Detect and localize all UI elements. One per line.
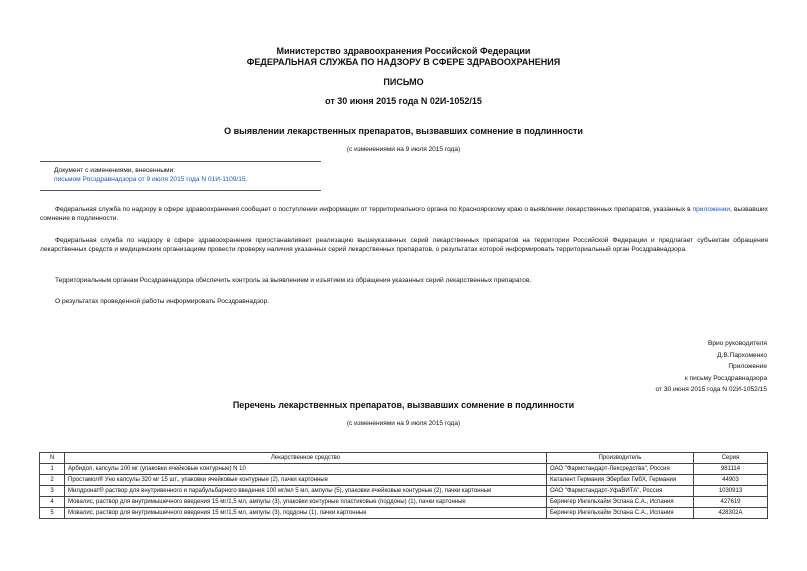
cell-number: 1 bbox=[40, 464, 65, 475]
cell-drug: Простамол® Уно капсулы 320 мг 15 шт., упаковки ячейковые контурные (2), пачки картонные bbox=[65, 475, 547, 486]
table-header-row bbox=[40, 453, 768, 464]
cell-number: 3 bbox=[40, 486, 65, 497]
col-header-number: N bbox=[40, 453, 65, 464]
cell-series: 427619 bbox=[694, 497, 768, 508]
appendix-label: Приложение bbox=[728, 363, 767, 371]
col-header-series: Серия bbox=[694, 453, 768, 464]
cell-series: 981114 bbox=[694, 464, 768, 475]
document-subject: О выявлении лекарственных препаратов, вызвавших сомнение в подлинности bbox=[224, 126, 583, 136]
table-row bbox=[40, 497, 768, 508]
medicines-table bbox=[39, 452, 768, 519]
cell-series: 1030913 bbox=[694, 486, 768, 497]
appendix-date: от 30 июня 2015 года N 02И-1052/15 bbox=[655, 386, 767, 394]
appendix-link[interactable]: приложении bbox=[692, 206, 731, 213]
signer-position: Врио руководителя bbox=[707, 340, 767, 347]
paragraph-3: Территориальным органам Росздравнадзора обеспечить контроль за выявлением и изъятием из обращения указанных серий лекарственных препаратов. bbox=[55, 277, 532, 284]
cell-number: 5 bbox=[40, 508, 65, 519]
cell-drug: Милдронат® раствор для внутривенного и парабульбарного введения 100 мг/мл 5 мл, ампулы (5), упаковки ячейковые контурные (2), пачки картонные bbox=[65, 486, 547, 497]
cell-number: 4 bbox=[40, 497, 65, 508]
cell-series: 428302А bbox=[694, 508, 768, 519]
changes-link[interactable]: письмом Росздравнадзора от 9 июля 2015 года N 01И-1109/15. bbox=[54, 176, 248, 183]
appendix-changes-note: (с изменениями на 9 июля 2015 года) bbox=[346, 420, 461, 427]
cell-drug: Арбидол, капсулы 100 мг (упаковки ячейковые контурные) N 10 bbox=[65, 464, 547, 475]
divider-top bbox=[40, 161, 321, 162]
ministry-name: Министерство здравоохранения Российской Федерации bbox=[276, 46, 531, 56]
table-row bbox=[40, 508, 768, 519]
cell-maker: ОАО "Фармстандарт-Лексредства", Россия bbox=[547, 464, 694, 475]
cell-maker: ОАО "Фармстандарт-УфаВИТА", Россия bbox=[547, 486, 694, 497]
divider-bottom bbox=[40, 190, 321, 191]
signer-name: Д.В.Пархоменко bbox=[717, 351, 767, 359]
appendix-to: к письму Росздравнадзора bbox=[684, 374, 767, 382]
changes-label: Документ с изменениями, внесенными: bbox=[54, 167, 176, 174]
appendix-title: Перечень лекарственных препаратов, вызвавших сомнение в подлинности bbox=[232, 400, 575, 410]
paragraph-4: О результатах проведенной работы информировать Росздравнадзор. bbox=[55, 298, 270, 305]
paragraph-1: Федеральная служба по надзору в сфере здравоохранения сообщает о поступлении информации от территориального органа по Красноярскому краю о выявлении лекарственных препаратов, указанных в приложении, вызвавших сомнение в подлинности. bbox=[40, 206, 768, 223]
col-header-maker: Производитель bbox=[547, 453, 694, 464]
changes-box bbox=[54, 166, 247, 184]
cell-maker: Берингер Ингельхайм Эспана С.А., Испания bbox=[547, 497, 694, 508]
table-row bbox=[40, 475, 768, 486]
table-row bbox=[40, 464, 768, 475]
cell-maker: Берингер Ингельхайм Эспана С.А., Испания bbox=[547, 508, 694, 519]
document-type: ПИСЬМО bbox=[383, 77, 424, 87]
document-date-number: от 30 июня 2015 года N 02И-1052/15 bbox=[325, 96, 482, 106]
cell-number: 2 bbox=[40, 475, 65, 486]
paragraph-2: Федеральная служба по надзору в сфере здравоохранения приостанавливает реализацию вышеуказанных серий лекарственных препаратов на территории Российской Федерации и предлагает субъектам обращения лекарственных средств и медицинским организациям провести проверку наличия указанных серий лекарственных препаратов, о результатах которой информировать территориальный орган Росздравнадзора. bbox=[40, 237, 768, 254]
table-row bbox=[40, 486, 768, 497]
service-name: ФЕДЕРАЛЬНАЯ СЛУЖБА ПО НАДЗОРУ В СФЕРЕ ЗДРАВООХРАНЕНИЯ bbox=[246, 57, 561, 67]
cell-maker: Каталент Германия Эбербах ГмбХ, Германия bbox=[547, 475, 694, 486]
cell-series: 44903 bbox=[694, 475, 768, 486]
cell-drug: Мовалис, раствор для внутримышечного введения 15 мг/1,5 мл, ампулы (3), поддоны (1), пачки картонные bbox=[65, 508, 547, 519]
signature-block bbox=[655, 338, 767, 396]
col-header-drug: Лекарственное средство bbox=[65, 453, 547, 464]
cell-drug: Мовалис, раствор для внутримышечного введения 15 мг/1,5 мл, ампулы (3), упаковки контурные пластиковые (поддоны) (1), пачки картонные bbox=[65, 497, 547, 508]
changes-note: (с изменениями на 9 июля 2015 года) bbox=[346, 146, 461, 153]
